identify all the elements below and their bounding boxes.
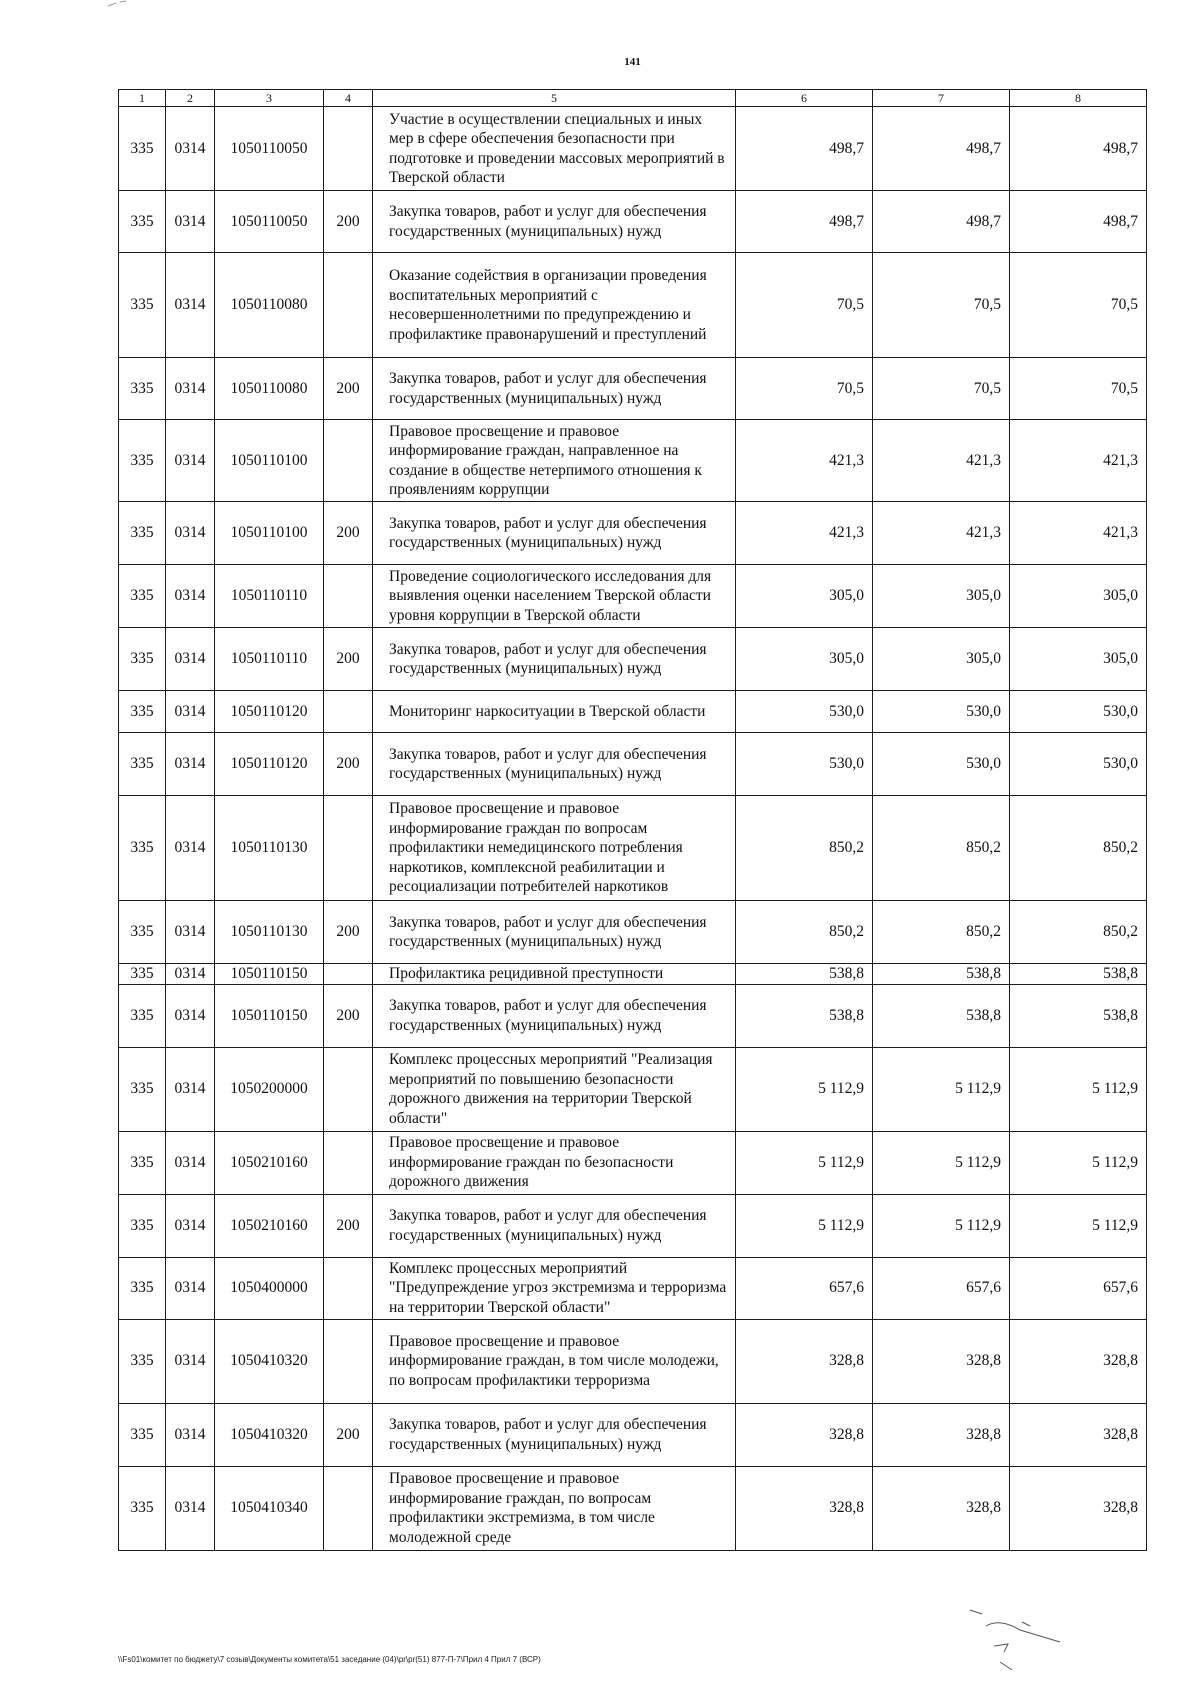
table-row	[119, 796, 1147, 901]
value-col8-cell: 305,0	[1010, 565, 1147, 628]
description-cell: Закупка товаров, работ и услуг для обеспечения государственных (муниципальных) нужд	[373, 984, 736, 1047]
ved-code-cell: 335	[119, 1403, 166, 1466]
ved-code-cell: 335	[119, 1257, 166, 1319]
section-code-cell: 0314	[166, 691, 215, 733]
description-cell: Закупка товаров, работ и услуг для обеспечения государственных (муниципальных) нужд	[373, 628, 736, 691]
value-col8-cell: 328,8	[1010, 1466, 1147, 1550]
ved-code-cell: 335	[119, 107, 166, 191]
section-code-cell: 0314	[166, 502, 215, 565]
expense-type-cell	[324, 1257, 373, 1319]
value-col6-cell: 538,8	[736, 984, 873, 1047]
value-col8-cell: 530,0	[1010, 733, 1147, 796]
target-article-cell: 1050110150	[215, 964, 324, 985]
value-col6-cell: 305,0	[736, 628, 873, 691]
value-col8-cell: 538,8	[1010, 964, 1147, 985]
description-cell: Закупка товаров, работ и услуг для обеспечения государственных (муниципальных) нужд	[373, 358, 736, 420]
expense-type-cell	[324, 420, 373, 502]
value-col8-cell: 305,0	[1010, 628, 1147, 691]
column-header: 7	[873, 90, 1010, 107]
value-col7-cell: 538,8	[873, 984, 1010, 1047]
section-code-cell: 0314	[166, 733, 215, 796]
value-col7-cell: 328,8	[873, 1466, 1010, 1550]
value-col8-cell: 850,2	[1010, 796, 1147, 901]
section-code-cell: 0314	[166, 1257, 215, 1319]
table-row	[119, 964, 1147, 985]
value-col7-cell: 5 112,9	[873, 1131, 1010, 1194]
value-col6-cell: 850,2	[736, 901, 873, 964]
column-header: 8	[1010, 90, 1147, 107]
target-article-cell: 1050110110	[215, 628, 324, 691]
value-col6-cell: 328,8	[736, 1466, 873, 1550]
description-cell: Закупка товаров, работ и услуг для обеспечения государственных (муниципальных) нужд	[373, 1194, 736, 1257]
value-col7-cell: 498,7	[873, 107, 1010, 191]
column-header: 6	[736, 90, 873, 107]
value-col7-cell: 5 112,9	[873, 1047, 1010, 1131]
value-col7-cell: 850,2	[873, 796, 1010, 901]
expense-type-cell: 200	[324, 733, 373, 796]
value-col8-cell: 530,0	[1010, 691, 1147, 733]
ved-code-cell: 335	[119, 502, 166, 565]
value-col7-cell: 70,5	[873, 358, 1010, 420]
value-col6-cell: 421,3	[736, 420, 873, 502]
value-col8-cell: 5 112,9	[1010, 1194, 1147, 1257]
expense-type-cell: 200	[324, 984, 373, 1047]
column-header: 4	[324, 90, 373, 107]
value-col6-cell: 328,8	[736, 1319, 873, 1403]
target-article-cell: 1050110130	[215, 901, 324, 964]
expense-type-cell: 200	[324, 901, 373, 964]
value-col6-cell: 530,0	[736, 691, 873, 733]
table-row	[119, 502, 1147, 565]
target-article-cell: 1050110080	[215, 358, 324, 420]
description-cell: Правовое просвещение и правовое информирование граждан по безопасности дорожного движения	[373, 1131, 736, 1194]
target-article-cell: 1050210160	[215, 1131, 324, 1194]
table-row	[119, 1047, 1147, 1131]
description-cell: Участие в осуществлении специальных и иных мер в сфере обеспечения безопасности при подготовке и проведении массовых мероприятий в Тверской области	[373, 107, 736, 191]
expense-type-cell: 200	[324, 358, 373, 420]
value-col6-cell: 70,5	[736, 358, 873, 420]
value-col7-cell: 538,8	[873, 964, 1010, 985]
column-number-row	[119, 90, 1147, 107]
scan-corner-mark	[106, 0, 146, 8]
section-code-cell: 0314	[166, 1194, 215, 1257]
ved-code-cell: 335	[119, 565, 166, 628]
description-cell: Проведение социологического исследования для выявления оценки населением Тверской области уровня коррупции в Тверской области	[373, 565, 736, 628]
ved-code-cell: 335	[119, 253, 166, 358]
expense-type-cell	[324, 107, 373, 191]
value-col8-cell: 328,8	[1010, 1319, 1147, 1403]
ved-code-cell: 335	[119, 984, 166, 1047]
expense-type-cell	[324, 1466, 373, 1550]
table-row	[119, 628, 1147, 691]
ved-code-cell: 335	[119, 1131, 166, 1194]
value-col7-cell: 328,8	[873, 1403, 1010, 1466]
target-article-cell: 1050200000	[215, 1047, 324, 1131]
value-col6-cell: 498,7	[736, 191, 873, 253]
value-col6-cell: 530,0	[736, 733, 873, 796]
ved-code-cell: 335	[119, 691, 166, 733]
table-row	[119, 420, 1147, 502]
target-article-cell: 1050110150	[215, 984, 324, 1047]
description-cell: Закупка товаров, работ и услуг для обеспечения государственных (муниципальных) нужд	[373, 733, 736, 796]
column-header: 5	[373, 90, 736, 107]
value-col8-cell: 70,5	[1010, 358, 1147, 420]
ved-code-cell: 335	[119, 796, 166, 901]
target-article-cell: 1050110110	[215, 565, 324, 628]
value-col6-cell: 5 112,9	[736, 1047, 873, 1131]
expense-type-cell	[324, 796, 373, 901]
table-row	[119, 1466, 1147, 1550]
section-code-cell: 0314	[166, 964, 215, 985]
value-col6-cell: 498,7	[736, 107, 873, 191]
value-col6-cell: 328,8	[736, 1403, 873, 1466]
value-col7-cell: 530,0	[873, 733, 1010, 796]
table-row	[119, 1257, 1147, 1319]
section-code-cell: 0314	[166, 358, 215, 420]
target-article-cell: 1050110080	[215, 253, 324, 358]
value-col7-cell: 421,3	[873, 420, 1010, 502]
description-cell: Правовое просвещение и правовое информирование граждан по вопросам профилактики немедицинского потребления наркотиков, комплексной реабилитации и ресоциализации потребителей наркотиков	[373, 796, 736, 901]
value-col8-cell: 498,7	[1010, 107, 1147, 191]
section-code-cell: 0314	[166, 901, 215, 964]
expense-type-cell	[324, 691, 373, 733]
section-code-cell: 0314	[166, 191, 215, 253]
target-article-cell: 1050110120	[215, 733, 324, 796]
description-cell: Комплекс процессных мероприятий "Реализация мероприятий по повышению безопасности дорожного движения на территории Тверской области"	[373, 1047, 736, 1131]
expense-type-cell	[324, 253, 373, 358]
section-code-cell: 0314	[166, 1403, 215, 1466]
value-col7-cell: 305,0	[873, 628, 1010, 691]
description-cell: Правовое просвещение и правовое информирование граждан, по вопросам профилактики экстремизма, в том числе молодежной среде	[373, 1466, 736, 1550]
value-col6-cell: 657,6	[736, 1257, 873, 1319]
value-col6-cell: 5 112,9	[736, 1131, 873, 1194]
target-article-cell: 1050110120	[215, 691, 324, 733]
table-row	[119, 1403, 1147, 1466]
description-cell: Оказание содействия в организации проведения воспитательных мероприятий с несовершеннолетними по предупреждению и профилактике правонарушений и преступлений	[373, 253, 736, 358]
ved-code-cell: 335	[119, 1194, 166, 1257]
expense-type-cell	[324, 1131, 373, 1194]
ved-code-cell: 335	[119, 191, 166, 253]
handwritten-signature	[960, 1600, 1110, 1680]
value-col8-cell: 70,5	[1010, 253, 1147, 358]
value-col8-cell: 850,2	[1010, 901, 1147, 964]
ved-code-cell: 335	[119, 901, 166, 964]
expense-type-cell: 200	[324, 191, 373, 253]
value-col7-cell: 498,7	[873, 191, 1010, 253]
description-cell: Закупка товаров, работ и услуг для обеспечения государственных (муниципальных) нужд	[373, 191, 736, 253]
section-code-cell: 0314	[166, 420, 215, 502]
description-cell: Профилактика рецидивной преступности	[373, 964, 736, 985]
ved-code-cell: 335	[119, 1319, 166, 1403]
value-col8-cell: 498,7	[1010, 191, 1147, 253]
ved-code-cell: 335	[119, 733, 166, 796]
section-code-cell: 0314	[166, 1131, 215, 1194]
ved-code-cell: 335	[119, 628, 166, 691]
target-article-cell: 1050410320	[215, 1403, 324, 1466]
section-code-cell: 0314	[166, 1466, 215, 1550]
table-row	[119, 901, 1147, 964]
description-cell: Закупка товаров, работ и услуг для обеспечения государственных (муниципальных) нужд	[373, 901, 736, 964]
description-cell: Закупка товаров, работ и услуг для обеспечения государственных (муниципальных) нужд	[373, 1403, 736, 1466]
value-col7-cell: 657,6	[873, 1257, 1010, 1319]
expense-type-cell: 200	[324, 1194, 373, 1257]
section-code-cell: 0314	[166, 253, 215, 358]
value-col7-cell: 5 112,9	[873, 1194, 1010, 1257]
value-col7-cell: 530,0	[873, 691, 1010, 733]
table-row	[119, 1319, 1147, 1403]
expense-type-cell	[324, 964, 373, 985]
description-cell: Правовое просвещение и правовое информирование граждан, направленное на создание в обществе нетерпимого отношения к проявлениям коррупции	[373, 420, 736, 502]
table-body	[119, 107, 1147, 1551]
section-code-cell: 0314	[166, 1319, 215, 1403]
value-col8-cell: 421,3	[1010, 502, 1147, 565]
value-col6-cell: 538,8	[736, 964, 873, 985]
ved-code-cell: 335	[119, 964, 166, 985]
expense-type-cell: 200	[324, 1403, 373, 1466]
target-article-cell: 1050400000	[215, 1257, 324, 1319]
value-col8-cell: 5 112,9	[1010, 1047, 1147, 1131]
ved-code-cell: 335	[119, 1466, 166, 1550]
page-number: 141	[624, 56, 641, 68]
target-article-cell: 1050410320	[215, 1319, 324, 1403]
description-cell: Мониторинг наркоситуации в Тверской области	[373, 691, 736, 733]
target-article-cell: 1050110100	[215, 502, 324, 565]
value-col6-cell: 850,2	[736, 796, 873, 901]
value-col8-cell: 5 112,9	[1010, 1131, 1147, 1194]
table-row	[119, 733, 1147, 796]
table-row	[119, 191, 1147, 253]
section-code-cell: 0314	[166, 796, 215, 901]
section-code-cell: 0314	[166, 565, 215, 628]
expense-type-cell	[324, 1319, 373, 1403]
value-col6-cell: 5 112,9	[736, 1194, 873, 1257]
section-code-cell: 0314	[166, 628, 215, 691]
table-row	[119, 691, 1147, 733]
target-article-cell: 1050110050	[215, 191, 324, 253]
value-col7-cell: 305,0	[873, 565, 1010, 628]
target-article-cell: 1050110050	[215, 107, 324, 191]
ved-code-cell: 335	[119, 1047, 166, 1131]
section-code-cell: 0314	[166, 984, 215, 1047]
table-row	[119, 107, 1147, 191]
value-col6-cell: 70,5	[736, 253, 873, 358]
budget-table	[118, 89, 1147, 1551]
target-article-cell: 1050410340	[215, 1466, 324, 1550]
footer-file-path: \\Fs01\комитет по бюджету\7 созыв\Документы комитета\51 заседание (04)\pr\pr(51) 877-П-7\Прил 4 Прил 7 (ВСР)	[118, 1655, 541, 1664]
table-row	[119, 984, 1147, 1047]
description-cell: Правовое просвещение и правовое информирование граждан, в том числе молодежи, по вопросам профилактики терроризма	[373, 1319, 736, 1403]
section-code-cell: 0314	[166, 107, 215, 191]
value-col8-cell: 538,8	[1010, 984, 1147, 1047]
description-cell: Комплекс процессных мероприятий "Предупреждение угроз экстремизма и терроризма на территории Тверской области"	[373, 1257, 736, 1319]
value-col7-cell: 328,8	[873, 1319, 1010, 1403]
expense-type-cell: 200	[324, 628, 373, 691]
value-col8-cell: 328,8	[1010, 1403, 1147, 1466]
value-col6-cell: 305,0	[736, 565, 873, 628]
expense-type-cell: 200	[324, 502, 373, 565]
section-code-cell: 0314	[166, 1047, 215, 1131]
table-row	[119, 1131, 1147, 1194]
table-row	[119, 358, 1147, 420]
column-header: 1	[119, 90, 166, 107]
description-cell: Закупка товаров, работ и услуг для обеспечения государственных (муниципальных) нужд	[373, 502, 736, 565]
table-row	[119, 1194, 1147, 1257]
table-row	[119, 253, 1147, 358]
value-col6-cell: 421,3	[736, 502, 873, 565]
ved-code-cell: 335	[119, 358, 166, 420]
expense-type-cell	[324, 565, 373, 628]
value-col7-cell: 421,3	[873, 502, 1010, 565]
table-row	[119, 565, 1147, 628]
value-col8-cell: 421,3	[1010, 420, 1147, 502]
target-article-cell: 1050110100	[215, 420, 324, 502]
ved-code-cell: 335	[119, 420, 166, 502]
value-col7-cell: 850,2	[873, 901, 1010, 964]
column-header: 3	[215, 90, 324, 107]
value-col7-cell: 70,5	[873, 253, 1010, 358]
expense-type-cell	[324, 1047, 373, 1131]
target-article-cell: 1050110130	[215, 796, 324, 901]
column-header: 2	[166, 90, 215, 107]
target-article-cell: 1050210160	[215, 1194, 324, 1257]
value-col8-cell: 657,6	[1010, 1257, 1147, 1319]
